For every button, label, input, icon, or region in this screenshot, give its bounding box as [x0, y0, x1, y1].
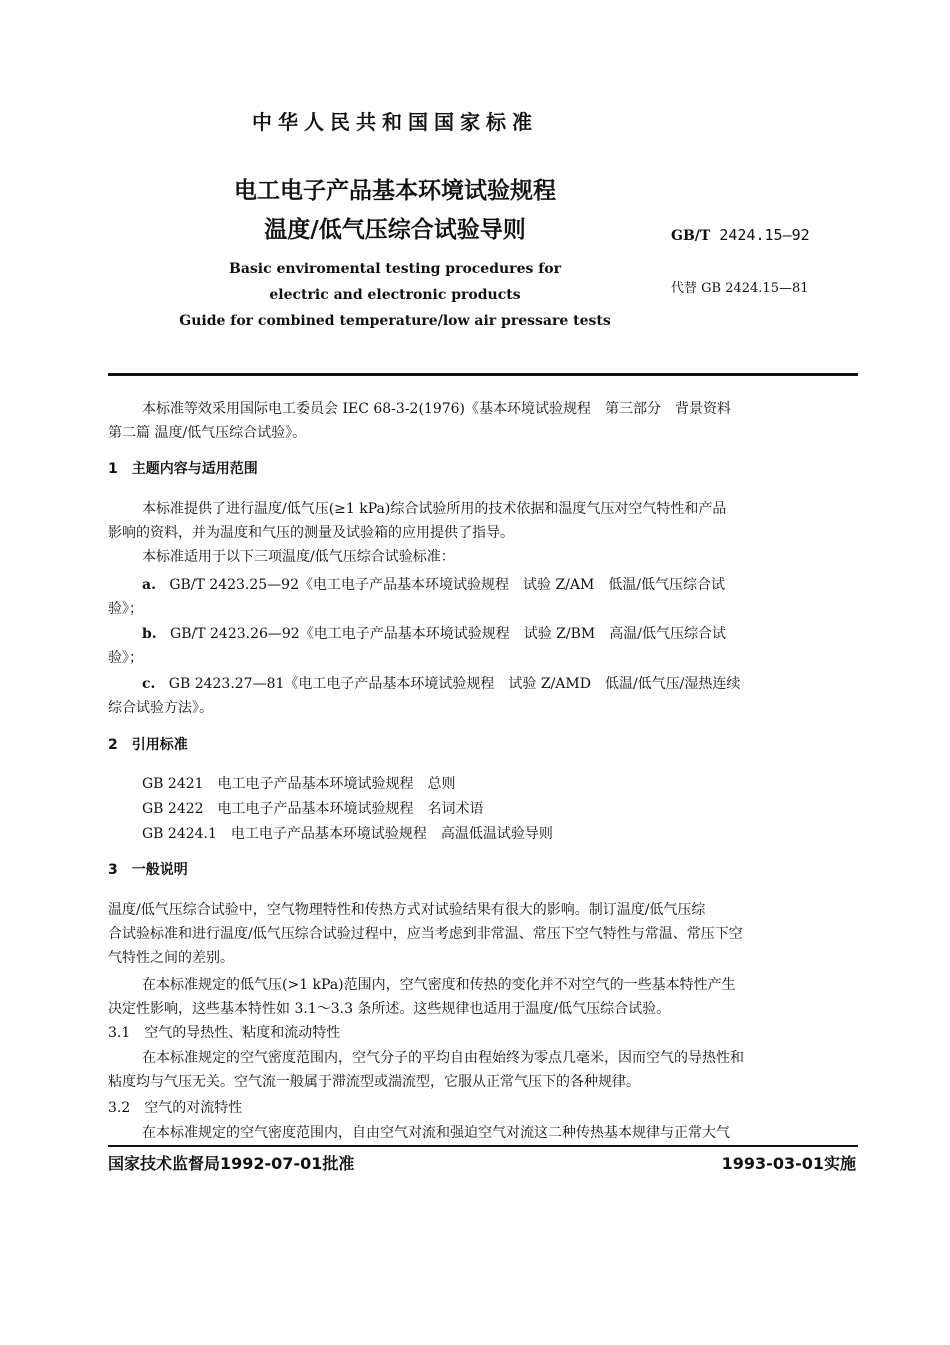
footer-rule	[108, 1145, 858, 1147]
section2-heading: 2 引用标准	[108, 737, 188, 753]
item-b-label: b.	[142, 626, 157, 642]
s3-p1-line1: 温度/低气压综合试验中，空气物理特性和传热方式对试验结果有很大的影响。制订温度/低气压综	[108, 902, 706, 918]
s32-line1: 在本标准规定的空气密度范围内，自由空气对流和强迫空气对流这二种传热基本规律与正常大气	[142, 1125, 730, 1141]
title-en-line2: electric and electronic products	[269, 287, 521, 303]
section3-2-heading: 3.2 空气的对流特性	[108, 1100, 243, 1116]
item-a-text: GB/T 2423.25—92《电工电子产品基本环境试验规程 试验 Z/AM 低温/低气压综合试	[169, 577, 726, 593]
item-c-text: GB 2423.27—81《电工电子产品基本环境试验规程 试验 Z/AMD 低温/低气压/湿热连续	[168, 676, 741, 692]
intro-line2: 第二篇 温度/低气压综合试验》。	[108, 425, 307, 441]
standard-number	[671, 226, 810, 244]
replaces-note: 代替 GB 2424.15—81	[671, 281, 809, 296]
section1-heading: 1 主题内容与适用范围	[108, 461, 258, 477]
s3-p1-line2: 合试验标准和进行温度/低气压综合试验过程中，应当考虑到非常温、常压下空气特性与常温、常压下空	[108, 926, 743, 942]
item-b-line1	[142, 622, 726, 646]
header-rule	[108, 373, 858, 376]
item-b-line2: 验》；	[108, 650, 143, 666]
approval-note: 国家技术监督局1992-07-01批准	[108, 1154, 355, 1173]
section3-1-heading: 3.1 空气的导热性、粘度和流动特性	[108, 1025, 341, 1041]
standard-number-value: 2424.15—92	[719, 226, 810, 244]
title-cn-line1: 电工电子产品基本环境试验规程	[234, 178, 556, 204]
s3-p2-line1: 在本标准规定的低气压(>1 kPa)范围内，空气密度和传热的变化并不对空气的一些基本特性产生	[142, 977, 736, 993]
standard-prefix: GB/T	[671, 228, 711, 244]
s3-p2-line2: 决定性影响，这些基本特性如 3.1～3.3 条所述。这些规律也适用于温度/低气压综合试验。	[108, 1001, 671, 1017]
s1-p1-line1: 本标准提供了进行温度/低气压(≥1 kPa)综合试验所用的技术依据和温度气压对空气特性和产品	[142, 501, 727, 517]
effective-date: 1993-03-01实施	[721, 1154, 856, 1173]
title-cn-line2: 温度/低气压综合试验导则	[264, 217, 526, 243]
ref-gb2421: GB 2421 电工电子产品基本环境试验规程 总则	[142, 776, 456, 792]
item-c-line1	[142, 672, 740, 696]
s3-p1-line3: 气特性之间的差别。	[108, 950, 234, 966]
s1-p1-line2: 影响的资料，并为温度和气压的测量及试验箱的应用提供了指导。	[108, 525, 514, 541]
item-b-text: GB/T 2423.26—92《电工电子产品基本环境试验规程 试验 Z/BM 高温/低气压综合试	[170, 626, 726, 642]
title-en-line1: Basic enviromental testing procedures for	[229, 261, 561, 277]
section3-heading: 3 一般说明	[108, 862, 188, 878]
item-a-line1	[142, 573, 725, 597]
ref-gb2424-1: GB 2424.1 电工电子产品基本环境试验规程 高温低温试验导则	[142, 826, 553, 842]
national-standard-heading: 中华人民共和国国家标准	[252, 110, 538, 134]
item-a-label: a.	[142, 577, 156, 593]
title-en-line3: Guide for combined temperature/low air pressare tests	[179, 313, 611, 329]
ref-gb2422: GB 2422 电工电子产品基本环境试验规程 名词术语	[142, 801, 484, 817]
s31-line1: 在本标准规定的空气密度范围内，空气分子的平均自由程始终为零点几毫米，因而空气的导热性和	[142, 1050, 744, 1066]
item-c-line2: 综合试验方法》。	[108, 700, 213, 716]
s31-line2: 粘度均与气压无关。空气流一般属于滞流型或湍流型，它服从正常气压下的各种规律。	[108, 1074, 640, 1090]
item-a-line2: 验》；	[108, 601, 143, 617]
item-c-label: c.	[142, 676, 156, 692]
intro-line1: 本标准等效采用国际电工委员会 IEC 68-3-2(1976)《基本环境试验规程 第三部分 背景资料	[142, 401, 732, 417]
s1-p2: 本标准适用于以下三项温度/低气压综合试验标准：	[142, 549, 455, 565]
